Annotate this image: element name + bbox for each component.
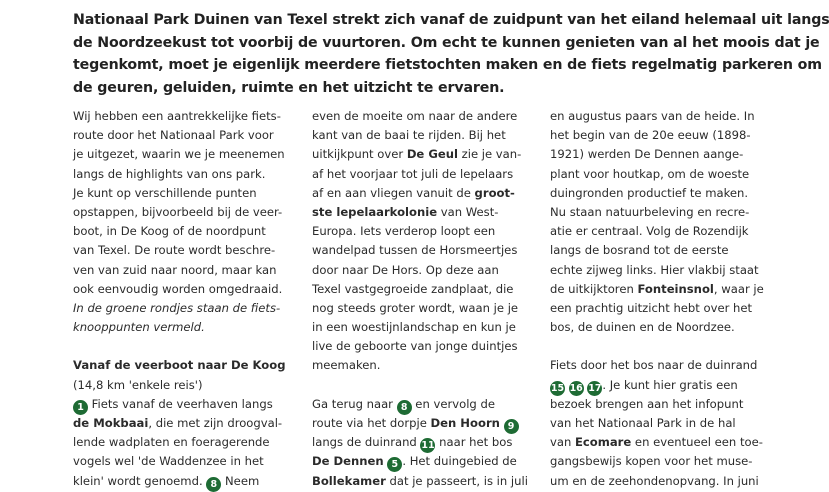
text-line: een prachtig uitzicht hebt over het [550, 300, 753, 315]
text-line: af en aan vliegen vanuit de groot- [312, 185, 515, 200]
text-line: gangsbewijs kopen voor het muse- [550, 454, 753, 469]
node-marker-icon: 8 [206, 477, 221, 492]
text-line [73, 318, 288, 337]
text-line: wandelpad tussen de Horsmeertjes [312, 243, 518, 258]
text-line [73, 299, 288, 318]
text-line: van het Nationaal Park in de hal [550, 416, 736, 430]
text-line: Wij hebben een aantrekkelijke fiets- [73, 109, 281, 123]
text-line: live de geboorte van jonge duintjes [312, 339, 518, 354]
italic-note: knooppunten vermeld. [73, 320, 205, 335]
text-line: Fiets door het bos naar de duinrand [550, 358, 758, 373]
text-line: route via het dorpje Den Hoorn 9 [312, 414, 527, 433]
text-line: ste lepelaarkolonie van West- [312, 204, 499, 219]
text-line: de uitkijktoren Fonteinsnol, waar je [550, 281, 764, 296]
node-marker-icon: 15 [550, 382, 565, 394]
node-marker-icon: 16 [569, 382, 583, 394]
node-marker-icon: 9 [504, 419, 519, 434]
text-line: bos, de duinen en de Noordzee. [550, 320, 735, 335]
text-line: boot, in De Koog of de noordpunt [73, 224, 266, 239]
text-line: klein' wordt genoemd. 8 Neem [73, 473, 260, 490]
node-marker-icon: 8 [397, 400, 412, 415]
text-line: in een woestijnlandschap en kun je [312, 320, 516, 335]
text-line: Je kunt op verschillende punten [73, 185, 257, 200]
text-line: Europa. Iets verderop loopt een [312, 224, 496, 239]
text-line: Ga terug naar 8 en vervolg de [312, 396, 495, 413]
text-line: het begin van de 20e eeuw (1898- [550, 128, 751, 143]
text-line: 1 Fiets vanaf de veerhaven langs [73, 395, 288, 414]
text-line: echte zijweg links. Hier vlakbij staat [550, 262, 759, 277]
text-line: even de moeite om naar de andere [312, 109, 518, 123]
text-line: langs de duinrand 11 naar het bos [312, 435, 513, 452]
intro-line: Nationaal Park Duinen van Texel strekt zich vanaf de zuidpunt van het eiland helemaal uit langs [73, 12, 829, 28]
text-line: bezoek brengen aan het infopunt [550, 396, 744, 411]
text-line: ven van zuid naar noord, maar kan [73, 262, 277, 277]
column-1 [73, 107, 288, 491]
text-line: duingronden productief te maken. [550, 185, 749, 200]
italic-note: In de groene rondjes staan de fiets- [73, 300, 281, 315]
intro-line: de geuren, geluiden, ruimte en het uitzicht te ervaren. [73, 79, 505, 96]
text-line: vogels wel 'de Waddenzee in het [73, 454, 264, 469]
text-line: door naar De Hors. Op deze aan [312, 262, 499, 277]
intro-paragraph [73, 9, 829, 99]
text-line: lende wadplaten en foeragerende [73, 435, 270, 450]
text-line: en augustus paars van de heide. In [550, 109, 755, 123]
intro-line: de Noordzeekust tot voorbij de vuurtoren. Om echt te kunnen genieten van al het moois dat je [73, 34, 820, 51]
text-line: meemaken. [312, 358, 381, 373]
node-marker-icon: 17 [588, 382, 602, 394]
column-2 [312, 107, 527, 491]
text-line: Nu staan natuurbeleving en recre- [550, 204, 750, 219]
text-line: Texel vastgegroeide zandplaat, die [312, 281, 514, 296]
text-line: opstappen, bijvoorbeeld bij de veer- [73, 204, 283, 219]
text-line: ook eenvoudig worden omgedraaid. [73, 281, 283, 296]
paragraph-gap [312, 376, 527, 395]
text-line: 1921) werden De Dennen aange- [550, 147, 744, 162]
text-line: kant van de baai te rijden. Bij het [312, 128, 506, 143]
paragraph-gap [73, 337, 288, 356]
text-line: 15 16 17. Je kunt hier gratis een [550, 377, 738, 394]
column-3 [550, 107, 765, 491]
node-marker-icon: 1 [73, 400, 88, 415]
text-line: route door het Nationaal Park voor [73, 128, 274, 143]
text-line: atie er centraal. Volg de Rozendijk [550, 224, 749, 239]
node-marker-icon: 11 [421, 440, 435, 452]
text-line: de Mokbaai, die met zijn droogval- [73, 416, 283, 430]
intro-line: tegenkomt, moet je eigenlijk meerdere fietstochten maken en de fiets regelmatig parkeren om [73, 57, 822, 74]
node-marker-icon: 5 [387, 457, 402, 472]
text-line: af het voorjaar tot juli de lepelaars [312, 166, 514, 181]
text-line: De Dennen 5 . Het duingebied de [312, 454, 517, 471]
distance-note: (14,8 km 'enkele reis') [73, 377, 203, 392]
text-line: plant voor houtkap, om de woeste [550, 166, 750, 181]
text-line: langs de bosrand tot de eerste [550, 243, 729, 258]
text-line: van Ecomare en eventueel een toe- [550, 435, 763, 450]
text-line: Bollekamer dat je passeert, is in juli [312, 473, 528, 488]
text-line: je uitgezet, waarin we je meenemen [73, 147, 285, 162]
text-line: van Texel. De route wordt beschre- [73, 243, 276, 258]
section-heading: Vanaf de veerboot naar De Koog [73, 358, 286, 373]
text-line: uitkijkpunt over De Geul zie je van- [312, 147, 522, 162]
text-line: nog steeds groter wordt, waan je je [312, 300, 519, 315]
paragraph-gap [550, 337, 765, 356]
text-line: um en de zeehondenopvang. In juni [550, 473, 759, 488]
text-line: langs de highlights van ons park. [73, 166, 266, 181]
